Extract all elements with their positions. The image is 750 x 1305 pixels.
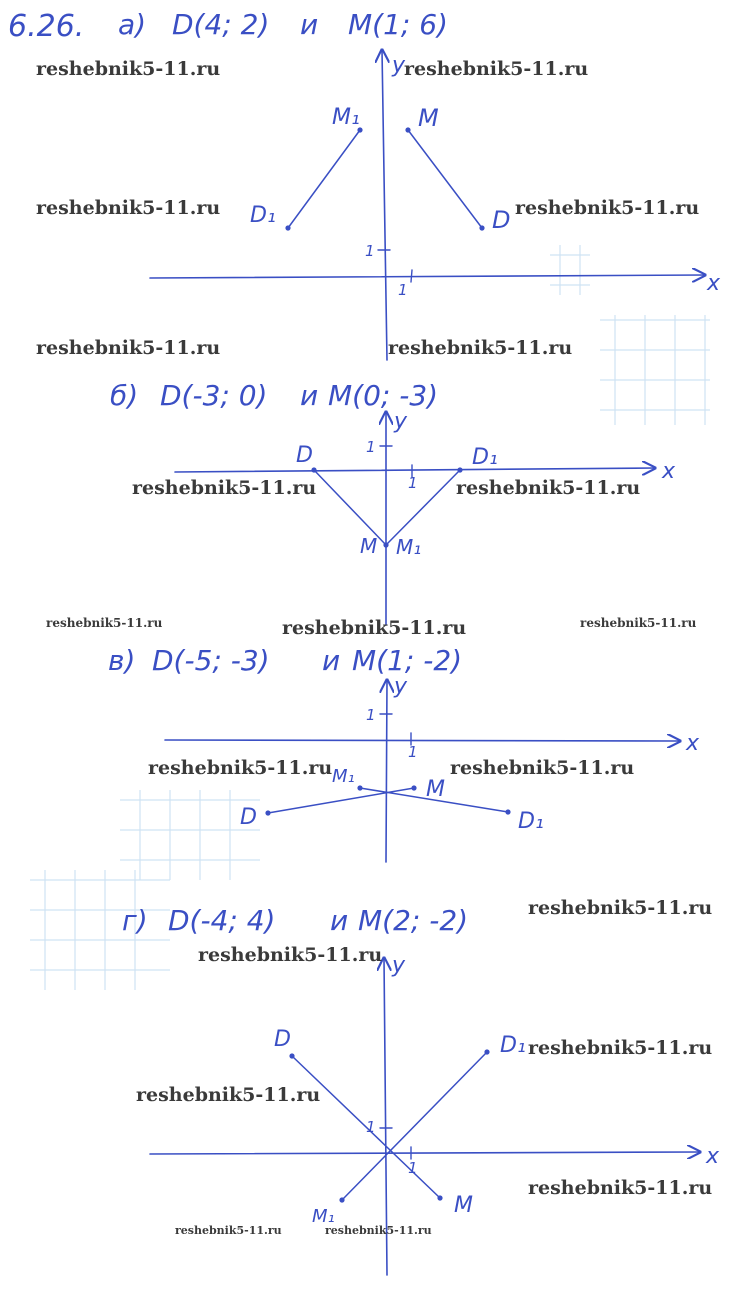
part-v-y-label: y — [394, 674, 408, 699]
part-b-point-m-dot — [383, 542, 388, 547]
part-b-point-d: D(-3; 0) — [160, 379, 268, 412]
part-g-point-m: M(2; -2) — [358, 904, 469, 937]
part-g-x-label: x — [706, 1144, 720, 1169]
part-v-x-axis — [165, 740, 680, 741]
part-a-d-label: D — [492, 206, 511, 234]
part-a-x-tick — [411, 270, 412, 282]
part-b-y-unit: 1 — [366, 438, 376, 456]
part-g-conj: и — [330, 904, 349, 937]
watermark: reshebnik5-11.ru — [388, 337, 573, 359]
watermark: reshebnik5-11.ru — [528, 1037, 713, 1059]
part-v-d1-label: D₁ — [518, 809, 544, 834]
watermark: reshebnik5-11.ru — [198, 944, 383, 966]
part-v-d-label: D — [240, 805, 257, 830]
part-g-m1-label: M₁ — [312, 1206, 335, 1227]
part-b-segment-d1m1 — [386, 470, 460, 545]
part-v-point-d-dot — [265, 810, 270, 815]
part-g-y-label: y — [392, 953, 406, 978]
part-a-d1-label: D₁ — [250, 203, 276, 228]
watermark: reshebnik5-11.ru — [175, 1224, 282, 1237]
part-a-point-d1-dot — [285, 225, 290, 230]
part-v-y-axis — [386, 680, 387, 862]
part-g-y-unit: 1 — [366, 1118, 376, 1136]
part-b-point-d1-dot — [457, 467, 462, 472]
part-a-x-axis — [150, 275, 705, 278]
part-g-label: г) — [122, 904, 148, 937]
part-v-x-unit: 1 — [408, 743, 418, 761]
watermark: reshebnik5-11.ru — [132, 477, 317, 499]
watermark: reshebnik5-11.ru — [325, 1224, 432, 1237]
part-g-x-axis — [150, 1152, 700, 1154]
part-a-y-label: y — [392, 53, 406, 78]
watermark: reshebnik5-11.ru — [515, 197, 700, 219]
part-g-point-d1-dot — [484, 1049, 489, 1054]
part-b-m-label: M — [360, 534, 378, 558]
part-a-segment-d1m1 — [288, 130, 360, 228]
part-b-d-label: D — [296, 443, 313, 468]
part-g-m-label: M — [454, 1193, 473, 1218]
part-v-conj: и — [322, 644, 341, 677]
part-b-x-label: x — [662, 459, 676, 484]
part-b-x-axis — [175, 468, 655, 472]
part-b-point-d-dot — [311, 467, 316, 472]
part-v-label: в) — [108, 644, 136, 677]
watermark: reshebnik5-11.ru — [36, 337, 221, 359]
part-b-conj: и — [300, 379, 319, 412]
watermark: reshebnik5-11.ru — [36, 58, 221, 80]
part-a-x-unit: 1 — [398, 281, 408, 299]
part-g-point-d: D(-4; 4) — [168, 904, 276, 937]
part-v-point-d: D(-5; -3) — [152, 644, 270, 677]
part-b-x-unit: 1 — [408, 474, 418, 492]
watermark: reshebnik5-11.ru — [404, 58, 589, 80]
part-b-label: б) — [110, 379, 139, 412]
part-a-segment-dm — [408, 130, 482, 228]
watermark: reshebnik5-11.ru — [528, 1177, 713, 1199]
watermark: reshebnik5-11.ru — [282, 617, 467, 639]
part-g-point-m-dot — [437, 1195, 442, 1200]
part-g-d1-label: D₁ — [500, 1033, 526, 1058]
part-a-y-axis — [382, 50, 387, 360]
part-g-point-d-dot — [289, 1053, 294, 1058]
part-b-d1-label: D₁ — [472, 445, 498, 470]
watermark: reshebnik5-11.ru — [148, 757, 333, 779]
part-a-point-d: D(4; 2) — [172, 8, 270, 41]
part-v-x-label: x — [686, 731, 700, 756]
watermark: reshebnik5-11.ru — [528, 897, 713, 919]
part-a-m1-label: M₁ — [332, 105, 360, 130]
part-a-conj: и — [300, 8, 319, 41]
part-v-point-m1-dot — [357, 785, 362, 790]
part-a-y-unit: 1 — [365, 242, 375, 260]
part-g-point-m1-dot — [339, 1197, 344, 1202]
part-g-segment-d1m1 — [342, 1052, 487, 1200]
part-a-point-m-dot — [405, 127, 410, 132]
part-b-point-m: M(0; -3) — [328, 379, 439, 412]
part-v-point-d1-dot — [505, 809, 510, 814]
watermark: reshebnik5-11.ru — [36, 197, 221, 219]
watermark: reshebnik5-11.ru — [450, 757, 635, 779]
part-v — [108, 644, 700, 862]
part-a-m-label: M — [418, 104, 439, 132]
watermark: reshebnik5-11.ru — [136, 1084, 321, 1106]
part-v-m-label: M — [426, 777, 445, 802]
part-a-point-d-dot — [479, 225, 484, 230]
part-v-point-m: M(1; -2) — [352, 644, 463, 677]
part-b-m1-label: M₁ — [396, 535, 422, 559]
part-v-m1-label: M₁ — [332, 766, 355, 787]
part-a-label: а) — [118, 8, 147, 41]
part-a-x-label: x — [707, 271, 721, 296]
problem-number: 6.26. — [8, 9, 85, 44]
watermark: reshebnik5-11.ru — [46, 616, 163, 630]
part-g-x-unit: 1 — [408, 1159, 418, 1177]
part-a-point-m: M(1; 6) — [348, 8, 448, 41]
part-b-y-label: y — [394, 409, 408, 434]
watermark: reshebnik5-11.ru — [580, 616, 697, 630]
watermark: reshebnik5-11.ru — [456, 477, 641, 499]
part-g-segment-dm — [292, 1056, 440, 1198]
part-g-d-label: D — [274, 1027, 291, 1052]
part-v-point-m-dot — [411, 785, 416, 790]
part-v-y-unit: 1 — [366, 706, 376, 724]
part-b — [110, 379, 676, 625]
part-v-segment-dm — [268, 788, 414, 813]
